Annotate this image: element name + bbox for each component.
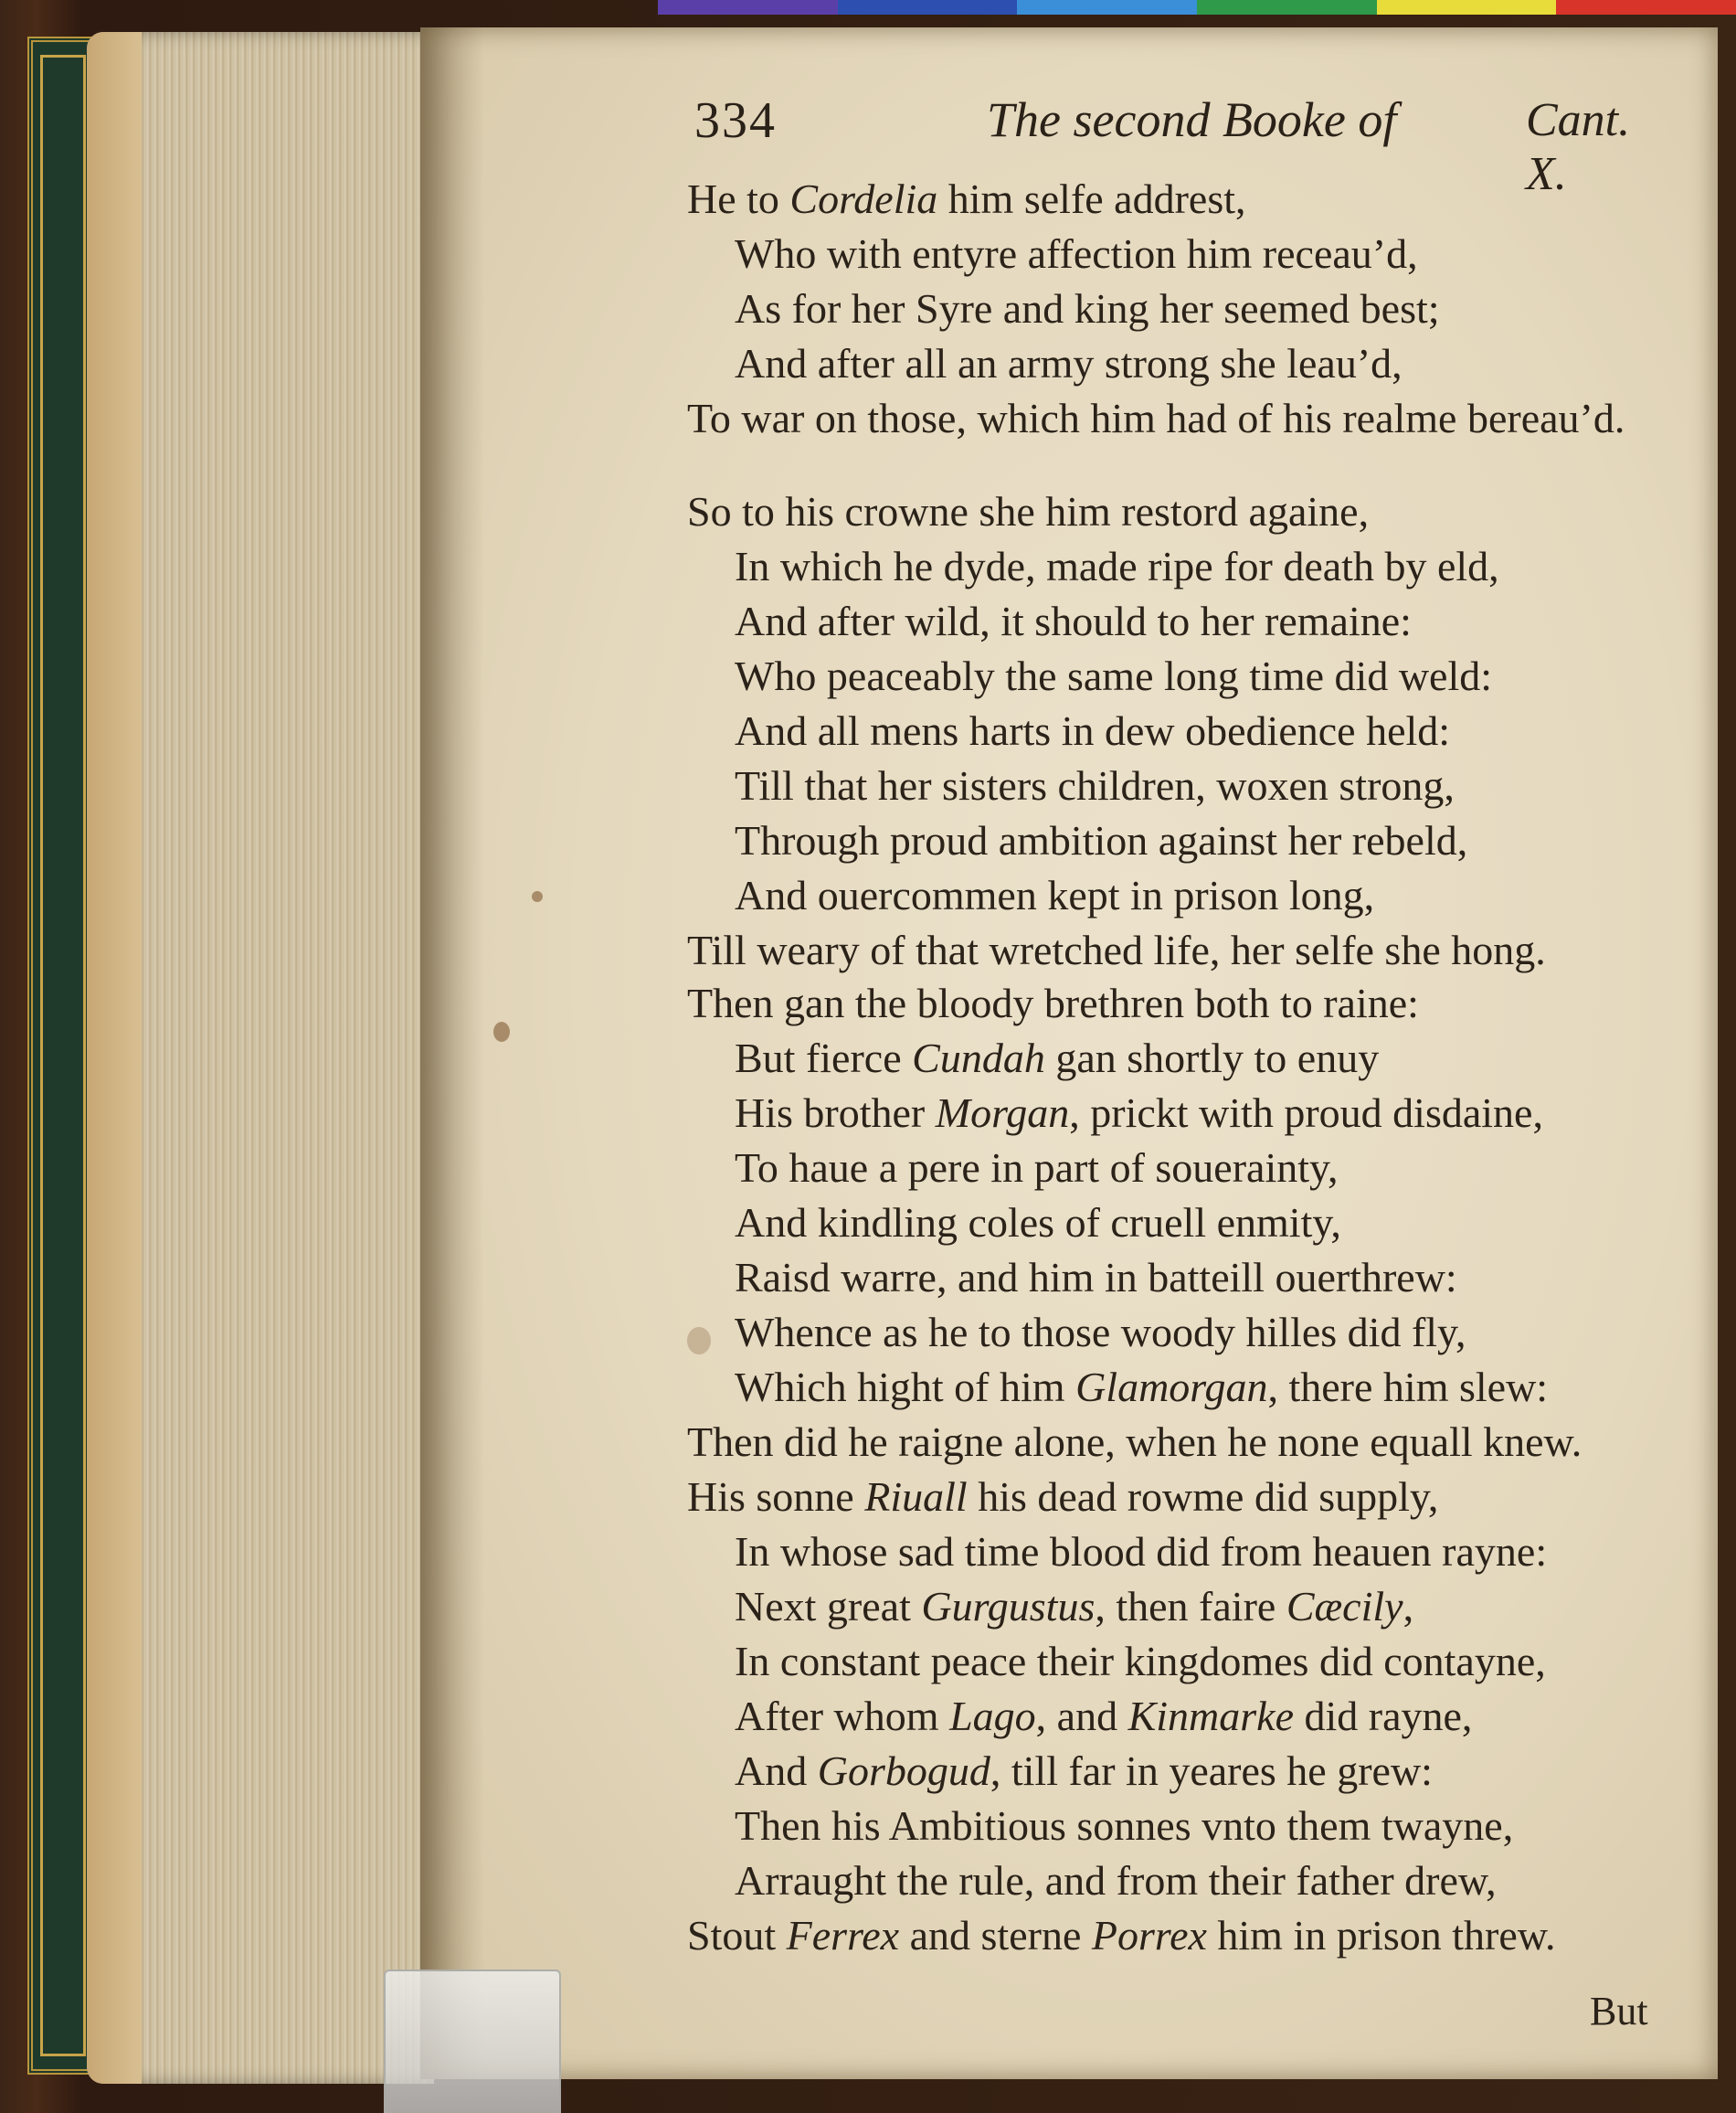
verse-line [687, 1195, 1736, 1250]
verse-text: His brother [735, 1089, 936, 1136]
verse-text: And after all an army strong she leau’d, [735, 340, 1403, 387]
verse-line [687, 172, 1736, 227]
cover-gilt-inner-rule [40, 55, 86, 2056]
verse-text: Till weary of that wretched life, her selfe she hong. [687, 927, 1546, 973]
verse-text: To haue a pere in part of souerainty, [735, 1144, 1339, 1191]
proper-name: Glamorgan [1075, 1364, 1268, 1410]
verse-text: So to his crowne she him restord againe, [687, 488, 1370, 535]
verse-line [687, 1031, 1736, 1086]
verse-text: Who peaceably the same long time did weld: [735, 653, 1493, 699]
verse-line [687, 813, 1736, 868]
verse-text: And after wild, it should to her remaine: [735, 598, 1412, 644]
verse-text: Who with entyre affection him receau’d, [735, 230, 1418, 277]
verse-text: In whose sad time blood did from heauen rayne: [735, 1528, 1548, 1575]
verse-line [687, 1415, 1736, 1470]
verse-line [687, 759, 1736, 813]
verse-line [687, 391, 1736, 446]
verse-text: And [735, 1747, 818, 1794]
verse-line [687, 1524, 1736, 1579]
stanza [687, 976, 1736, 1470]
verse-text: After whom [735, 1693, 950, 1739]
proper-name: Kinmarke [1127, 1693, 1294, 1739]
verse-text: Till that her sisters children, woxen strong, [735, 762, 1455, 809]
proper-name: Gorbogud [817, 1747, 990, 1794]
verse-text: , prickt with proud disdaine, [1069, 1089, 1543, 1136]
gutter-shadow [420, 27, 484, 2079]
verse-text: his dead rowme did supply, [967, 1473, 1439, 1520]
verse-text: and sterne [899, 1912, 1092, 1959]
verse-line [687, 1744, 1736, 1799]
verse-line [687, 1305, 1736, 1360]
verse-line [687, 1853, 1736, 1908]
verse-text: Arraught the rule, and from their father drew, [735, 1857, 1497, 1904]
color-swatch [838, 0, 1018, 15]
verse-text: gan shortly to enuy [1044, 1035, 1380, 1081]
verse-text: Then did he raigne alone, when he none equall knew. [687, 1418, 1583, 1465]
verse-text: He to [687, 175, 790, 222]
verse-line [687, 704, 1736, 759]
verse-line [687, 1086, 1736, 1141]
verse-line [687, 336, 1736, 391]
proper-name: Cordelia [789, 175, 938, 222]
verse-text: In which he dyde, made ripe for death by eld, [735, 543, 1499, 589]
proper-name: Ferrex [786, 1912, 900, 1959]
stanza [687, 484, 1736, 978]
color-swatch [658, 0, 838, 15]
proper-name: Porrex [1091, 1912, 1207, 1959]
proper-name: Riuall [864, 1473, 968, 1520]
verse-text: , till far in yeares he grew: [990, 1747, 1433, 1794]
verse-line [687, 1908, 1736, 1963]
foxing-stain [532, 891, 543, 902]
page-weight-clip [384, 1970, 561, 2113]
foxing-stain [493, 1022, 510, 1042]
page-number: 334 [694, 92, 777, 149]
canto-label: Cant. X. [1526, 94, 1631, 200]
proper-name: Cundah [912, 1035, 1045, 1081]
color-swatch [1197, 0, 1377, 15]
verse-line [687, 649, 1736, 704]
proper-name: Lago [949, 1693, 1036, 1739]
verse-line [687, 976, 1736, 1031]
stanza [687, 1470, 1736, 1963]
color-swatch [1556, 0, 1736, 15]
verse-line [687, 539, 1736, 594]
verse-line [687, 923, 1736, 978]
verse-text: And kindling coles of cruell enmity, [735, 1199, 1341, 1246]
verse-text: , and [1035, 1693, 1128, 1739]
running-title: The second Booke of [987, 92, 1397, 147]
verse-line [687, 594, 1736, 649]
verse-text: Then his Ambitious sonnes vnto them twayne, [735, 1802, 1514, 1849]
color-calibration-strip [658, 0, 1736, 15]
color-swatch [1377, 0, 1557, 15]
verse-text: His sonne [687, 1473, 865, 1520]
verse-text: As for her Syre and king her seemed best; [735, 285, 1440, 332]
proper-name: Gurgustus [921, 1583, 1096, 1630]
page-edge-fore [87, 32, 142, 2084]
verse-line [687, 1360, 1736, 1415]
proper-name: Morgan [935, 1089, 1070, 1136]
verse-text: Through proud ambition against her rebeld, [735, 817, 1468, 864]
verse-line [687, 1250, 1736, 1305]
verse-text: , [1403, 1583, 1414, 1630]
verse-line [687, 484, 1736, 539]
verse-text: But fierce [735, 1035, 913, 1081]
verse-text: him in prison threw. [1206, 1912, 1556, 1959]
verse-text: Whence as he to those woody hilles did fly, [735, 1309, 1466, 1355]
stanza [687, 172, 1736, 446]
verse-text: Next great [735, 1583, 922, 1630]
verse-text: did rayne, [1294, 1693, 1473, 1739]
verse-text: Raisd warre, and him in batteill ouerthrew: [735, 1254, 1457, 1301]
verse-text: To war on those, which him had of his realme bereau’d. [687, 395, 1625, 441]
catchword: But [1590, 1989, 1648, 2033]
verse-text: Then gan the bloody brethren both to raine: [687, 980, 1419, 1026]
verse-line [687, 281, 1736, 336]
verse-line [687, 227, 1736, 281]
verse-text: Stout [687, 1912, 787, 1959]
verse-text: him selfe addrest, [937, 175, 1246, 222]
verse-text: In constant peace their kingdomes did contayne, [735, 1638, 1546, 1684]
verse-line [687, 868, 1736, 923]
verse-text: And ouercommen kept in prison long, [735, 872, 1375, 918]
proper-name: Cæcily [1286, 1583, 1403, 1630]
verse-line [687, 1689, 1736, 1744]
verse-line [687, 1141, 1736, 1195]
verse-line [687, 1634, 1736, 1689]
verse-text: And all mens harts in dew obedience held: [735, 707, 1451, 754]
verse-line [687, 1799, 1736, 1853]
verse-text: Which hight of him [735, 1364, 1076, 1410]
color-swatch [1017, 0, 1197, 15]
verse-text: , there him slew: [1267, 1364, 1549, 1410]
verse-line [687, 1579, 1736, 1634]
verse-text: , then faire [1095, 1583, 1286, 1630]
verse-line [687, 1470, 1736, 1524]
